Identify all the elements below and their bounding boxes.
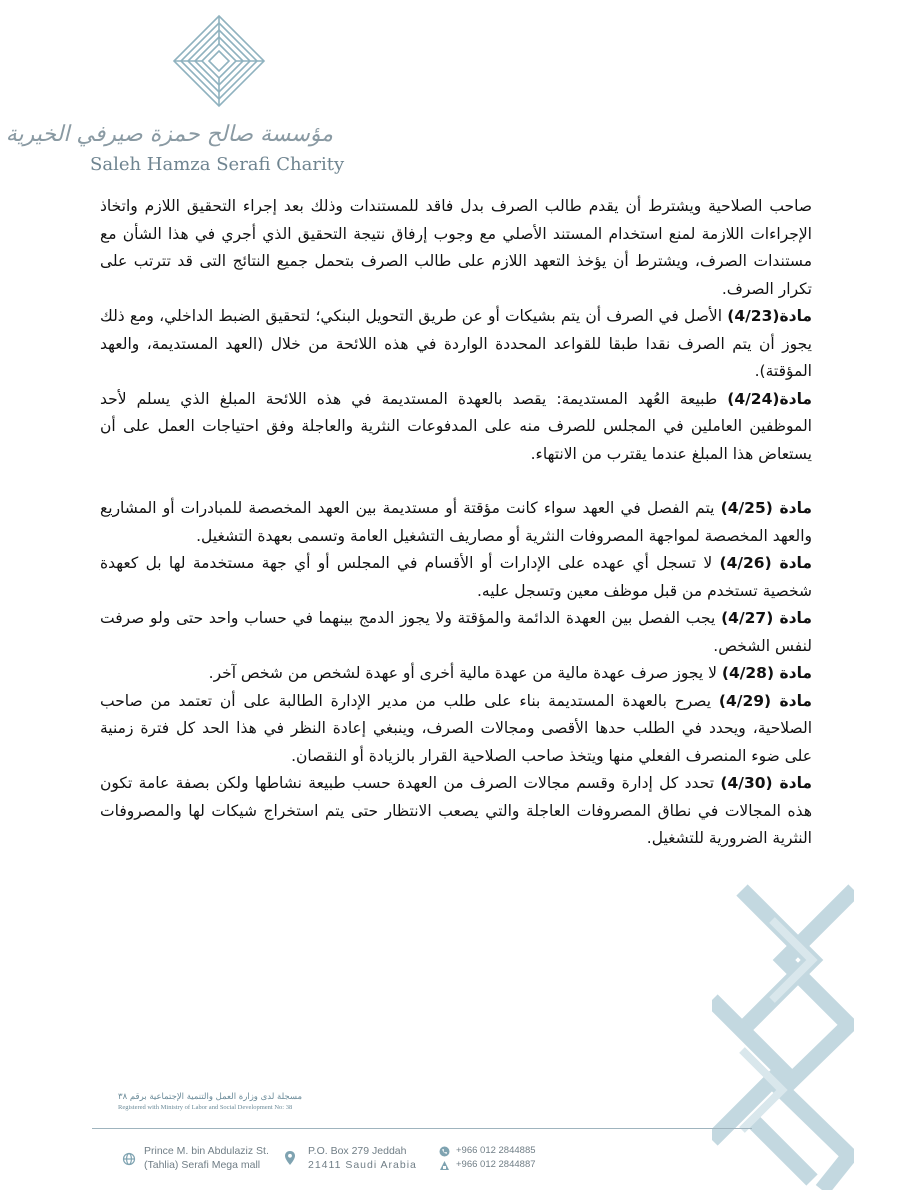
fax-number: +966 012 2844887: [456, 1159, 536, 1170]
registration-arabic: مسجلة لدى وزارة العمل والتنمية الإجتماعية برقم ٣٨: [118, 1092, 303, 1102]
article-number: مادة(4/24): [727, 389, 812, 408]
fax-icon: [439, 1160, 450, 1171]
address-line-1: Prince M. bin Abdulaziz St.: [144, 1145, 269, 1157]
address-line-2: (Tahlia) Serafi Mega mall: [144, 1159, 261, 1171]
po-box-block: [308, 1144, 417, 1172]
article-text: يجب الفصل بين العهدة الدائمة والمؤقتة ولا يجوز الدمج بينهما في حساب واحد حتى ولو صرفت لنفس الشخص.: [100, 609, 812, 655]
org-name-english: Saleh Hamza Serafi Charity: [90, 154, 345, 175]
logo-mark-icon: [172, 14, 266, 108]
article-number: مادة (4/30): [720, 774, 812, 792]
article-number: مادة (4/29): [718, 691, 812, 710]
decorative-pattern-icon: [712, 880, 854, 1190]
paragraph: [100, 495, 812, 550]
article-text: تحدد كل إدارة وقسم مجالات الصرف من العهدة حسب طبيعة نشاطها ولكن بصفة عامة تكون هذه المجالات في نطاق المصروفات العاجلة والتي يصعب الانتظار حتى يتم استخراج شيكات لها والمصروفات النثرية الضرورية للتشغيل.: [100, 774, 812, 847]
location-pin-icon: [284, 1150, 296, 1166]
phone-number: +966 012 2844885: [456, 1145, 536, 1156]
paragraph: [100, 660, 812, 688]
logo: [5, 14, 345, 179]
org-name-arabic: مؤسسة صالح حمزة صيرفي الخيرية: [5, 122, 333, 147]
phone-icon: [439, 1146, 450, 1157]
article-number: مادة (4/28): [721, 664, 812, 682]
paragraph: [100, 770, 812, 853]
footer-divider: [92, 1128, 752, 1129]
paragraph: [100, 688, 812, 771]
article-number: مادة (4/27): [721, 609, 812, 627]
article-text: طبيعة العُهد المستديمة: يقصد بالعهدة المستديمة في هذه اللائحة المبلغ الذي يسلم لأحد الموظفين العاملين في المجلس للصرف منه على المدفوعات النثرية والعاجلة وفق احتياجات العمل على أن يستعاض هذا المبلغ عندما يقترب من الانتهاء.: [100, 389, 812, 463]
article-text: الأصل في الصرف أن يتم بشيكات أو عن طريق التحويل البنكي؛ لتحقيق الضبط الداخلي، ومع ذلك يجوز أن يتم الصرف نقدا طبقا للقواعد المحددة الواردة في هذه اللائحة من خلال (العهد المستديمة، والعهد المؤقتة).: [100, 307, 812, 380]
po-box-line-2: 21411 Saudi Arabia: [308, 1159, 417, 1171]
article-number: مادة(4/23): [727, 307, 812, 325]
article-text: يتم الفصل في العهد سواء كانت مؤقتة أو مستديمة بين العهد المخصصة للمبادرات أو المشاريع والعهد المخصصة لمواجهة المصروفات النثرية أو مصاريف التشغيل العامة وتسمى بعهدة التشغيل.: [100, 499, 812, 545]
article-text: يصرح بالعهدة المستديمة بناء على طلب من مدير الإدارة الطالبة على أن تعتمد من صاحب الصلاحية، ويحدد في الطلب حدها الأقصى ومجالات الصرف، وينبغي إعادة النظر في هذا الحد كل فترة زمنية على ضوء المنصرف الفعلي منها ويتخذ صاحب الصلاحية القرار بالزيادة أو النقصان.: [100, 691, 812, 765]
paragraph: [100, 193, 812, 303]
registration-english: Registered with Ministry of Labor and Social Development No: 38: [118, 1104, 293, 1111]
article-text: صاحب الصلاحية ويشترط أن يقدم طالب الصرف بدل فاقد للمستندات وذلك بعد إجراء التحقيق اللازم واتخاذ الإجراءات اللازمة لمنع استخدام المستند الأصلي مع وجوب إرفاق نتيجة التحقيق الذي أجري في هذا الشأن مع مستندات الصرف، ويشترط أن يؤخذ التعهد اللازم على طالب الصرف بتحمل جميع النتائج التى قد تترتب على تكرار الصرف.: [100, 197, 812, 298]
paragraph: [100, 386, 812, 469]
article-number: مادة (4/25): [720, 499, 812, 517]
paragraph: [100, 303, 812, 386]
paragraph: [100, 605, 812, 660]
po-box-line-1: P.O. Box 279 Jeddah: [308, 1145, 407, 1157]
document-body: [100, 193, 812, 853]
article-text: لا يجوز صرف عهدة مالية من عهدة مالية أخرى أو عهدة لشخص من شخص آخر.: [208, 664, 722, 682]
paragraph: [100, 550, 812, 605]
registration-block: [118, 1092, 302, 1111]
address-block: [144, 1144, 269, 1172]
globe-icon: [122, 1152, 136, 1166]
article-text: لا تسجل أي عهده على الإدارات أو الأقسام في المجلس أو أي جهة مستخدمة لها بل كعهدة شخصية تستخدم من قبل موظف معين وتسجل عليه.: [100, 554, 812, 600]
article-number: مادة (4/26): [719, 554, 812, 572]
